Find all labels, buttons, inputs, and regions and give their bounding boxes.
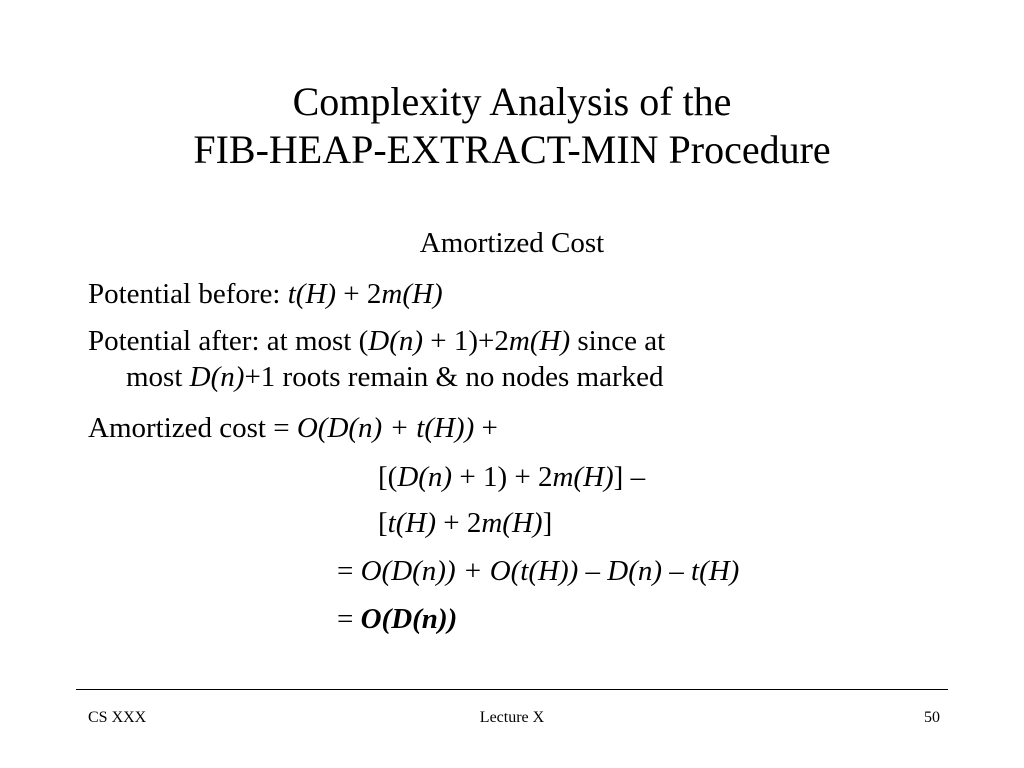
- cost3-mh: m(H): [481, 507, 543, 539]
- cost2-dn: D(n): [397, 461, 453, 493]
- potential-after-rest: + 1)+2: [423, 325, 509, 357]
- cost3-open: [: [378, 507, 388, 539]
- potential-before-h2: (H): [402, 278, 443, 310]
- amortized-cost-line-5: [337, 601, 457, 637]
- section-heading: Amortized Cost: [419, 227, 605, 259]
- potential-after-l2-d: D: [189, 361, 211, 393]
- potential-before-t: t: [287, 278, 296, 310]
- cost2-mid: + 1) + 2: [452, 461, 553, 493]
- cost3-mid: + 2: [436, 507, 482, 539]
- slide-title-line-2: FIB-HEAP-EXTRACT-MIN Procedure: [193, 127, 831, 172]
- potential-before-m: m: [381, 278, 403, 310]
- potential-after-l2-rest: +1 roots remain & no nodes marked: [244, 361, 664, 393]
- cost2-mh: m(H): [552, 461, 614, 493]
- potential-before-line: [88, 276, 443, 312]
- cost2-open: [(: [378, 461, 398, 493]
- amortized-cost-plus: +: [474, 412, 498, 444]
- potential-after-tail: since at: [570, 325, 666, 357]
- amortized-cost-line-4: [337, 553, 739, 589]
- potential-after-line-2: [126, 359, 663, 395]
- footer-divider: [76, 689, 948, 690]
- potential-after-m: m: [508, 325, 530, 357]
- potential-before-label: Potential before:: [88, 278, 288, 310]
- cost5-eq: =: [337, 603, 361, 635]
- amortized-cost-expr: O(D(n) + t(H)): [296, 412, 475, 444]
- cost3-th: t(H): [387, 507, 436, 539]
- footer-page-number: 50: [924, 709, 940, 726]
- potential-after-l2-n: (n): [210, 361, 245, 393]
- cost3-close: ]: [542, 507, 553, 539]
- slide-title-line-1: Complexity Analysis of the: [292, 79, 732, 124]
- potential-after-n: (n): [389, 325, 424, 357]
- potential-after-h: (H): [529, 325, 571, 357]
- amortized-cost-line-2: [378, 459, 645, 495]
- potential-before-h1: (H): [295, 278, 337, 310]
- cost2-close: ] –: [613, 461, 646, 493]
- footer-course: CS XXX: [88, 709, 147, 726]
- amortized-cost-line-3: [378, 505, 552, 541]
- cost4-expr: O(D(n)) + O(t(H)) – D(n) – t(H): [360, 555, 740, 587]
- cost4-eq: =: [337, 555, 361, 587]
- potential-after-label: Potential after: at most (: [88, 325, 369, 357]
- amortized-cost-line-1: [88, 410, 498, 446]
- potential-after-l2-most: most: [126, 361, 190, 393]
- slide-title: [0, 78, 1024, 174]
- potential-after-line-1: [88, 323, 665, 359]
- potential-before-plus: + 2: [336, 278, 382, 310]
- cost5-expr: O(D(n)): [360, 603, 458, 635]
- footer-lecture: Lecture X: [479, 709, 545, 726]
- amortized-cost-label: Amortized cost =: [88, 412, 297, 444]
- potential-after-d: D: [368, 325, 390, 357]
